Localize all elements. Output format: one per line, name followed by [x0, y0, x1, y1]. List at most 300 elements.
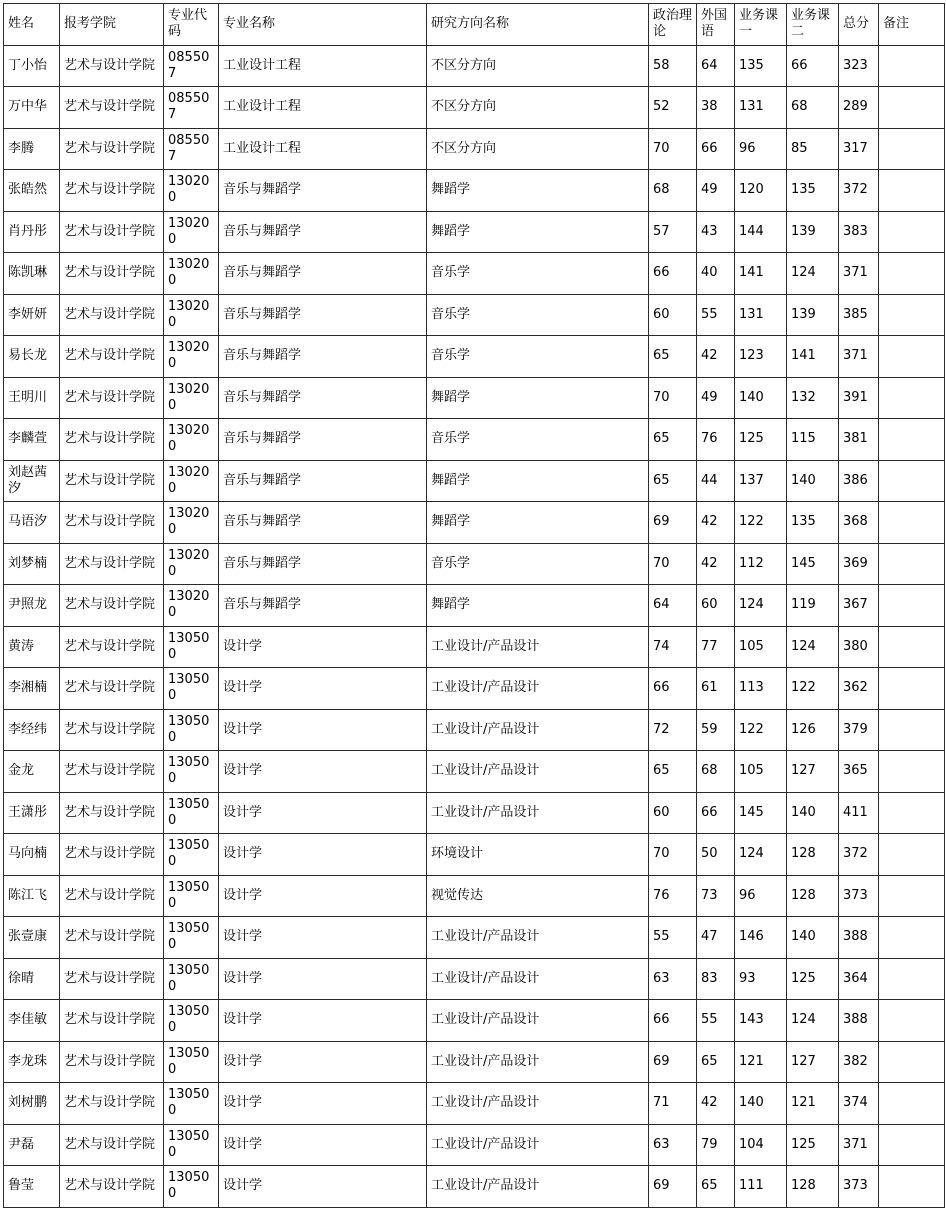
table-body	[4, 45, 945, 1207]
cell-major-name: 音乐与舞蹈学	[219, 211, 427, 253]
cell-professional-two: 127	[787, 1041, 839, 1083]
cell-total: 323	[839, 45, 879, 87]
cell-foreign-language: 66	[697, 792, 735, 834]
cell-total: 373	[839, 875, 879, 917]
cell-professional-two: 121	[787, 1083, 839, 1125]
table-row	[4, 875, 945, 917]
cell-politics: 58	[649, 45, 697, 87]
cell-remark	[879, 87, 945, 129]
cell-major-code: 130500	[164, 1124, 219, 1166]
cell-remark	[879, 1124, 945, 1166]
cell-major-code: 130200	[164, 294, 219, 336]
table-row	[4, 958, 945, 1000]
cell-total: 371	[839, 253, 879, 295]
cell-major-name: 音乐与舞蹈学	[219, 294, 427, 336]
cell-major-code: 130500	[164, 834, 219, 876]
cell-professional-one: 120	[735, 170, 787, 212]
cell-foreign-language: 49	[697, 377, 735, 419]
cell-professional-one: 143	[735, 1000, 787, 1042]
cell-total: 371	[839, 336, 879, 378]
cell-major-code: 130200	[164, 543, 219, 585]
table-row	[4, 1041, 945, 1083]
cell-college: 艺术与设计学院	[60, 668, 164, 710]
cell-direction: 音乐学	[427, 253, 649, 295]
table-row	[4, 1083, 945, 1125]
column-header-major-name: 专业名称	[219, 4, 427, 46]
cell-remark	[879, 128, 945, 170]
cell-remark	[879, 626, 945, 668]
cell-total: 380	[839, 626, 879, 668]
cell-professional-two: 126	[787, 709, 839, 751]
cell-major-name: 音乐与舞蹈学	[219, 377, 427, 419]
cell-remark	[879, 543, 945, 585]
cell-major-name: 设计学	[219, 626, 427, 668]
cell-politics: 69	[649, 502, 697, 544]
cell-foreign-language: 59	[697, 709, 735, 751]
cell-major-code: 085507	[164, 45, 219, 87]
cell-name: 王明川	[4, 377, 60, 419]
cell-politics: 60	[649, 792, 697, 834]
cell-major-code: 130500	[164, 626, 219, 668]
column-header-politics: 政治理论	[649, 4, 697, 46]
cell-professional-one: 135	[735, 45, 787, 87]
cell-professional-one: 121	[735, 1041, 787, 1083]
cell-major-name: 设计学	[219, 792, 427, 834]
table-row	[4, 128, 945, 170]
cell-professional-two: 124	[787, 253, 839, 295]
cell-professional-two: 124	[787, 1000, 839, 1042]
table-row	[4, 87, 945, 129]
column-header-total: 总分	[839, 4, 879, 46]
cell-major-name: 设计学	[219, 1041, 427, 1083]
table-row	[4, 585, 945, 627]
cell-college: 艺术与设计学院	[60, 1000, 164, 1042]
cell-professional-one: 111	[735, 1166, 787, 1208]
cell-professional-one: 141	[735, 253, 787, 295]
table-row	[4, 917, 945, 959]
cell-professional-two: 135	[787, 170, 839, 212]
cell-professional-one: 122	[735, 709, 787, 751]
cell-total: 379	[839, 709, 879, 751]
cell-direction: 工业设计/产品设计	[427, 626, 649, 668]
cell-politics: 66	[649, 1000, 697, 1042]
cell-politics: 71	[649, 1083, 697, 1125]
cell-foreign-language: 40	[697, 253, 735, 295]
cell-total: 369	[839, 543, 879, 585]
cell-major-name: 设计学	[219, 1083, 427, 1125]
cell-total: 382	[839, 1041, 879, 1083]
cell-foreign-language: 50	[697, 834, 735, 876]
cell-politics: 65	[649, 460, 697, 502]
table-row	[4, 668, 945, 710]
cell-college: 艺术与设计学院	[60, 502, 164, 544]
cell-politics: 70	[649, 377, 697, 419]
cell-name: 王潇彤	[4, 792, 60, 834]
column-header-name: 姓名	[4, 4, 60, 46]
cell-total: 368	[839, 502, 879, 544]
cell-major-name: 设计学	[219, 1000, 427, 1042]
cell-major-name: 设计学	[219, 875, 427, 917]
cell-name: 尹照龙	[4, 585, 60, 627]
cell-remark	[879, 419, 945, 461]
cell-remark	[879, 834, 945, 876]
cell-college: 艺术与设计学院	[60, 128, 164, 170]
cell-politics: 69	[649, 1041, 697, 1083]
cell-foreign-language: 42	[697, 336, 735, 378]
cell-name: 李经纬	[4, 709, 60, 751]
cell-professional-one: 131	[735, 294, 787, 336]
cell-name: 李龙珠	[4, 1041, 60, 1083]
table-row	[4, 543, 945, 585]
cell-direction: 工业设计/产品设计	[427, 792, 649, 834]
cell-college: 艺术与设计学院	[60, 253, 164, 295]
cell-politics: 66	[649, 668, 697, 710]
cell-foreign-language: 73	[697, 875, 735, 917]
table-row	[4, 1000, 945, 1042]
cell-total: 374	[839, 1083, 879, 1125]
cell-professional-two: 127	[787, 751, 839, 793]
cell-professional-one: 144	[735, 211, 787, 253]
cell-college: 艺术与设计学院	[60, 460, 164, 502]
cell-foreign-language: 77	[697, 626, 735, 668]
cell-college: 艺术与设计学院	[60, 211, 164, 253]
cell-major-name: 音乐与舞蹈学	[219, 253, 427, 295]
cell-foreign-language: 60	[697, 585, 735, 627]
cell-professional-two: 68	[787, 87, 839, 129]
table-row	[4, 751, 945, 793]
cell-direction: 视觉传达	[427, 875, 649, 917]
cell-remark	[879, 377, 945, 419]
cell-professional-one: 124	[735, 585, 787, 627]
cell-foreign-language: 38	[697, 87, 735, 129]
table-row	[4, 45, 945, 87]
cell-major-code: 130500	[164, 917, 219, 959]
cell-remark	[879, 45, 945, 87]
cell-remark	[879, 211, 945, 253]
cell-name: 张皓然	[4, 170, 60, 212]
cell-major-code: 130200	[164, 377, 219, 419]
cell-direction: 舞蹈学	[427, 502, 649, 544]
cell-politics: 57	[649, 211, 697, 253]
cell-college: 艺术与设计学院	[60, 834, 164, 876]
cell-direction: 环境设计	[427, 834, 649, 876]
cell-name: 尹磊	[4, 1124, 60, 1166]
cell-major-code: 130500	[164, 1166, 219, 1208]
cell-total: 388	[839, 917, 879, 959]
cell-total: 388	[839, 1000, 879, 1042]
cell-direction: 工业设计/产品设计	[427, 1041, 649, 1083]
cell-major-name: 设计学	[219, 751, 427, 793]
cell-major-name: 音乐与舞蹈学	[219, 585, 427, 627]
cell-remark	[879, 253, 945, 295]
cell-college: 艺术与设计学院	[60, 626, 164, 668]
cell-total: 364	[839, 958, 879, 1000]
cell-direction: 工业设计/产品设计	[427, 958, 649, 1000]
cell-major-code: 130200	[164, 460, 219, 502]
column-header-foreign-language: 外国语	[697, 4, 735, 46]
cell-college: 艺术与设计学院	[60, 585, 164, 627]
column-header-remark: 备注	[879, 4, 945, 46]
cell-major-name: 音乐与舞蹈学	[219, 336, 427, 378]
cell-politics: 70	[649, 543, 697, 585]
cell-major-name: 工业设计工程	[219, 45, 427, 87]
cell-professional-two: 66	[787, 45, 839, 87]
cell-professional-two: 128	[787, 1166, 839, 1208]
cell-college: 艺术与设计学院	[60, 87, 164, 129]
cell-remark	[879, 336, 945, 378]
cell-politics: 60	[649, 294, 697, 336]
cell-total: 386	[839, 460, 879, 502]
cell-major-code: 130200	[164, 170, 219, 212]
cell-name: 徐晴	[4, 958, 60, 1000]
cell-direction: 工业设计/产品设计	[427, 751, 649, 793]
table-row	[4, 336, 945, 378]
cell-total: 371	[839, 1124, 879, 1166]
cell-politics: 69	[649, 1166, 697, 1208]
table-row	[4, 1166, 945, 1208]
cell-major-code: 130500	[164, 1000, 219, 1042]
cell-remark	[879, 1083, 945, 1125]
cell-foreign-language: 65	[697, 1166, 735, 1208]
cell-direction: 工业设计/产品设计	[427, 668, 649, 710]
cell-foreign-language: 61	[697, 668, 735, 710]
cell-name: 马向楠	[4, 834, 60, 876]
cell-major-code: 130500	[164, 668, 219, 710]
table-row	[4, 419, 945, 461]
cell-foreign-language: 66	[697, 128, 735, 170]
cell-professional-one: 112	[735, 543, 787, 585]
cell-major-code: 130500	[164, 1041, 219, 1083]
cell-direction: 音乐学	[427, 543, 649, 585]
cell-professional-two: 125	[787, 958, 839, 1000]
cell-professional-two: 139	[787, 294, 839, 336]
cell-direction: 不区分方向	[427, 128, 649, 170]
cell-direction: 工业设计/产品设计	[427, 1000, 649, 1042]
cell-name: 万中华	[4, 87, 60, 129]
cell-professional-two: 124	[787, 626, 839, 668]
cell-remark	[879, 1166, 945, 1208]
cell-remark	[879, 502, 945, 544]
cell-total: 391	[839, 377, 879, 419]
cell-college: 艺术与设计学院	[60, 419, 164, 461]
column-header-professional-one: 业务课一	[735, 4, 787, 46]
cell-total: 411	[839, 792, 879, 834]
cell-name: 陈江飞	[4, 875, 60, 917]
cell-remark	[879, 958, 945, 1000]
table-row	[4, 377, 945, 419]
cell-name: 马语汐	[4, 502, 60, 544]
cell-politics: 63	[649, 958, 697, 1000]
cell-politics: 72	[649, 709, 697, 751]
cell-direction: 工业设计/产品设计	[427, 1124, 649, 1166]
cell-name: 易长龙	[4, 336, 60, 378]
cell-professional-two: 139	[787, 211, 839, 253]
cell-total: 383	[839, 211, 879, 253]
cell-foreign-language: 42	[697, 502, 735, 544]
cell-professional-one: 140	[735, 1083, 787, 1125]
cell-remark	[879, 1041, 945, 1083]
cell-major-name: 设计学	[219, 834, 427, 876]
cell-major-name: 工业设计工程	[219, 87, 427, 129]
cell-politics: 68	[649, 170, 697, 212]
cell-professional-two: 140	[787, 460, 839, 502]
cell-college: 艺术与设计学院	[60, 336, 164, 378]
cell-politics: 70	[649, 128, 697, 170]
cell-major-code: 130500	[164, 792, 219, 834]
cell-major-code: 130200	[164, 585, 219, 627]
cell-name: 金龙	[4, 751, 60, 793]
cell-foreign-language: 55	[697, 294, 735, 336]
cell-politics: 70	[649, 834, 697, 876]
cell-professional-one: 105	[735, 626, 787, 668]
cell-name: 刘树鹏	[4, 1083, 60, 1125]
cell-major-code: 130200	[164, 336, 219, 378]
cell-major-code: 130500	[164, 751, 219, 793]
cell-total: 317	[839, 128, 879, 170]
cell-foreign-language: 55	[697, 1000, 735, 1042]
cell-direction: 工业设计/产品设计	[427, 709, 649, 751]
cell-professional-two: 128	[787, 834, 839, 876]
cell-foreign-language: 79	[697, 1124, 735, 1166]
cell-college: 艺术与设计学院	[60, 792, 164, 834]
cell-name: 陈凯琳	[4, 253, 60, 295]
cell-professional-one: 124	[735, 834, 787, 876]
column-header-direction: 研究方向名称	[427, 4, 649, 46]
column-header-professional-two: 业务课二	[787, 4, 839, 46]
table-row	[4, 502, 945, 544]
cell-major-name: 设计学	[219, 709, 427, 751]
cell-major-name: 工业设计工程	[219, 128, 427, 170]
table-header-row	[4, 4, 945, 46]
cell-professional-one: 104	[735, 1124, 787, 1166]
cell-professional-two: 125	[787, 1124, 839, 1166]
cell-professional-two: 122	[787, 668, 839, 710]
cell-professional-two: 145	[787, 543, 839, 585]
cell-name: 李佳敏	[4, 1000, 60, 1042]
cell-total: 365	[839, 751, 879, 793]
cell-professional-one: 131	[735, 87, 787, 129]
cell-politics: 74	[649, 626, 697, 668]
cell-name: 黄涛	[4, 626, 60, 668]
cell-remark	[879, 917, 945, 959]
cell-professional-one: 105	[735, 751, 787, 793]
cell-college: 艺术与设计学院	[60, 170, 164, 212]
cell-foreign-language: 42	[697, 1083, 735, 1125]
table-row	[4, 626, 945, 668]
cell-major-name: 设计学	[219, 1124, 427, 1166]
table-row	[4, 211, 945, 253]
cell-politics: 76	[649, 875, 697, 917]
cell-name: 丁小怡	[4, 45, 60, 87]
cell-name: 肖丹彤	[4, 211, 60, 253]
cell-name: 鲁莹	[4, 1166, 60, 1208]
cell-professional-two: 140	[787, 792, 839, 834]
cell-foreign-language: 42	[697, 543, 735, 585]
cell-politics: 55	[649, 917, 697, 959]
cell-college: 艺术与设计学院	[60, 377, 164, 419]
cell-direction: 工业设计/产品设计	[427, 1166, 649, 1208]
cell-college: 艺术与设计学院	[60, 875, 164, 917]
cell-politics: 65	[649, 336, 697, 378]
cell-professional-one: 96	[735, 128, 787, 170]
cell-foreign-language: 68	[697, 751, 735, 793]
cell-major-name: 音乐与舞蹈学	[219, 170, 427, 212]
cell-professional-two: 85	[787, 128, 839, 170]
cell-major-name: 设计学	[219, 917, 427, 959]
cell-professional-two: 141	[787, 336, 839, 378]
cell-professional-two: 132	[787, 377, 839, 419]
cell-direction: 舞蹈学	[427, 585, 649, 627]
cell-name: 李湘楠	[4, 668, 60, 710]
table-row	[4, 1124, 945, 1166]
cell-major-code: 130500	[164, 709, 219, 751]
cell-professional-one: 140	[735, 377, 787, 419]
cell-remark	[879, 585, 945, 627]
cell-remark	[879, 709, 945, 751]
cell-direction: 舞蹈学	[427, 377, 649, 419]
table-row	[4, 460, 945, 502]
cell-professional-one: 123	[735, 336, 787, 378]
cell-major-name: 音乐与舞蹈学	[219, 502, 427, 544]
cell-remark	[879, 294, 945, 336]
cell-name: 张壹康	[4, 917, 60, 959]
cell-direction: 不区分方向	[427, 87, 649, 129]
cell-total: 367	[839, 585, 879, 627]
cell-major-name: 设计学	[219, 668, 427, 710]
cell-major-name: 设计学	[219, 958, 427, 1000]
cell-remark	[879, 751, 945, 793]
table-header	[4, 4, 945, 46]
exam-score-table	[3, 3, 945, 1208]
cell-direction: 音乐学	[427, 336, 649, 378]
cell-foreign-language: 44	[697, 460, 735, 502]
cell-major-code: 130200	[164, 502, 219, 544]
cell-direction: 音乐学	[427, 294, 649, 336]
cell-politics: 65	[649, 419, 697, 461]
cell-total: 289	[839, 87, 879, 129]
cell-name: 刘梦楠	[4, 543, 60, 585]
cell-politics: 66	[649, 253, 697, 295]
cell-remark	[879, 668, 945, 710]
cell-foreign-language: 49	[697, 170, 735, 212]
cell-professional-one: 146	[735, 917, 787, 959]
cell-direction: 工业设计/产品设计	[427, 917, 649, 959]
column-header-college: 报考学院	[60, 4, 164, 46]
cell-professional-one: 137	[735, 460, 787, 502]
cell-major-code: 130500	[164, 958, 219, 1000]
cell-foreign-language: 43	[697, 211, 735, 253]
cell-college: 艺术与设计学院	[60, 917, 164, 959]
cell-major-name: 音乐与舞蹈学	[219, 543, 427, 585]
cell-college: 艺术与设计学院	[60, 751, 164, 793]
cell-college: 艺术与设计学院	[60, 1041, 164, 1083]
table-row	[4, 253, 945, 295]
cell-name: 刘赵茜汐	[4, 460, 60, 502]
cell-major-name: 设计学	[219, 1166, 427, 1208]
cell-total: 372	[839, 834, 879, 876]
cell-college: 艺术与设计学院	[60, 45, 164, 87]
cell-professional-one: 125	[735, 419, 787, 461]
table-row	[4, 294, 945, 336]
cell-direction: 舞蹈学	[427, 460, 649, 502]
cell-college: 艺术与设计学院	[60, 1083, 164, 1125]
cell-direction: 工业设计/产品设计	[427, 1083, 649, 1125]
cell-professional-one: 145	[735, 792, 787, 834]
cell-name: 李妍妍	[4, 294, 60, 336]
cell-direction: 不区分方向	[427, 45, 649, 87]
cell-major-code: 130200	[164, 419, 219, 461]
cell-remark	[879, 170, 945, 212]
